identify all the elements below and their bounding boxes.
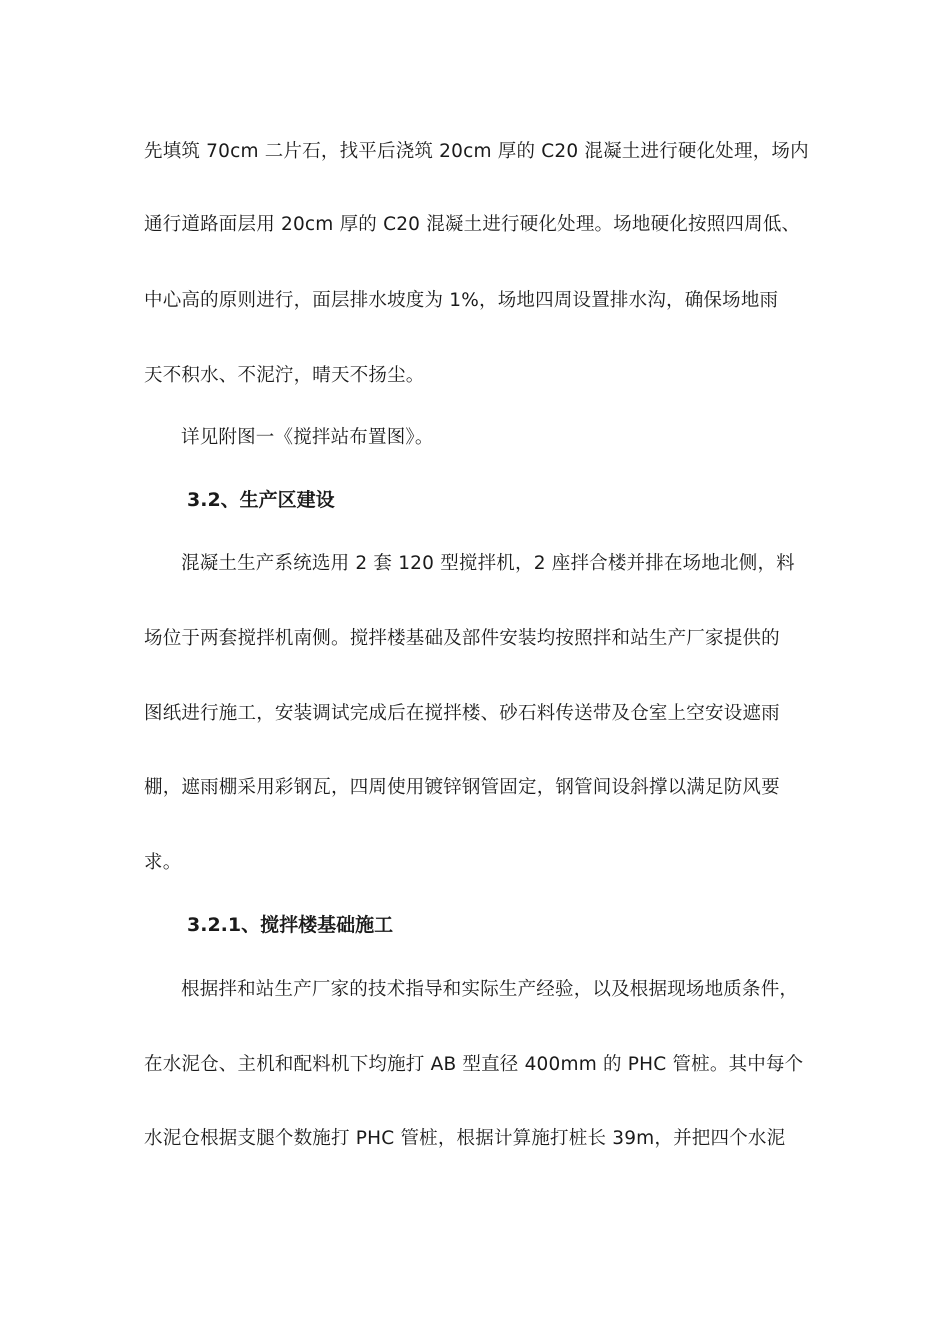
text-line: 先填筑 70cm 二片石，找平后浇筑 20cm 厚的 C20 混凝土进行硬化处理，场内 [144, 141, 809, 162]
text-line: 场位于两套搅拌机南侧。搅拌楼基础及部件安装均按照拌和站生产厂家提供的 [144, 628, 780, 649]
text-line: 水泥仓根据支腿个数施打 PHC 管桩，根据计算施打桩长 39m，并把四个水泥 [144, 1128, 786, 1149]
figure-reference: 详见附图一《搅拌站布置图》。 [181, 427, 434, 448]
text-line: 天不积水、不泥泞，晴天不扬尘。 [144, 365, 425, 386]
section-heading-3-2: 3.2、生产区建设 [187, 489, 335, 511]
text-line: 在水泥仓、主机和配料机下均施打 AB 型直径 400mm 的 PHC 管桩。其中每个 [144, 1054, 804, 1075]
text-line: 棚，遮雨棚采用彩钢瓦，四周使用镀锌钢管固定，钢管间设斜撑以满足防风要 [144, 777, 780, 798]
section-heading-3-2-1: 3.2.1、搅拌楼基础施工 [187, 914, 394, 936]
text-line: 求。 [144, 852, 182, 873]
text-line: 混凝土生产系统选用 2 套 120 型搅拌机，2 座拌合楼并排在场地北侧，料 [181, 553, 795, 574]
text-line: 中心高的原则进行，面层排水坡度为 1%，场地四周设置排水沟，确保场地雨 [144, 290, 779, 311]
text-line: 通行道路面层用 20cm 厚的 C20 混凝土进行硬化处理。场地硬化按照四周低、 [144, 214, 801, 235]
text-line: 根据拌和站生产厂家的技术指导和实际生产经验，以及根据现场地质条件， [181, 979, 799, 1000]
text-line: 图纸进行施工，安装调试完成后在搅拌楼、砂石料传送带及仓室上空安设遮雨 [144, 703, 780, 724]
